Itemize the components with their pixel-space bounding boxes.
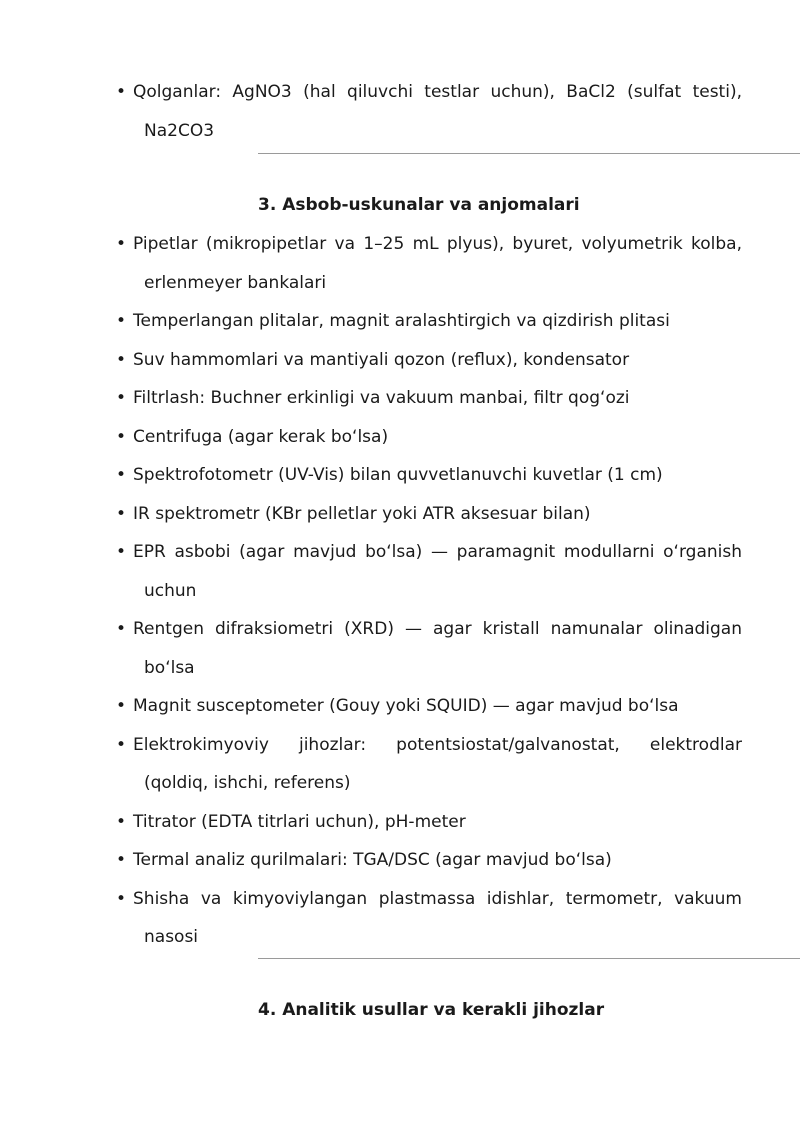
bullet: • (116, 696, 127, 716)
list-item (116, 225, 742, 302)
list-item-text: Rentgen difraksiometri (XRD) — agar kristall namunalar olinadigan (133, 619, 742, 639)
list-item-text: Titrator (EDTA titrlari uchun), pH-meter (133, 811, 466, 832)
list-item-text-continued: nasosi (144, 927, 199, 947)
list-item (116, 302, 742, 341)
list-item (116, 73, 742, 150)
list-item (116, 456, 742, 495)
list-item (116, 726, 742, 803)
list-item-text: Shisha va kimyoviylangan plastmassa idishlar, termometr, vakuum (133, 888, 742, 909)
list-item-text-continued: (qoldiq, ishchi, referens) (144, 773, 351, 793)
list-item-text: Centrifuga (agar kerak bo‘lsa) (133, 426, 389, 447)
bullet: • (116, 311, 127, 331)
list-item-text-continued: Na2CO3 (144, 120, 215, 141)
list-item-text: Filtrlash: Buchner erkinligi va vakuum manbai, filtr qog‘ozi (133, 388, 630, 408)
list-item-text-continued: bo‘lsa (144, 657, 195, 678)
list-item (116, 841, 742, 880)
bullet: • (116, 850, 127, 870)
bullet: • (116, 503, 127, 524)
section-3-heading: 3. Asbob-uskunalar va anjomalari (258, 195, 580, 215)
list-item-text: Spektrofotometr (UV-Vis) bilan quvvetlanuvchi kuvetlar (1 cm) (133, 465, 663, 485)
list-item (116, 880, 742, 957)
list-item (116, 610, 742, 687)
list-item-text: Pipetlar (mikropipetlar va 1–25 mL plyus), byuret, volyumetrik kolba, (133, 234, 742, 254)
bullet: • (116, 349, 127, 370)
bullet: • (116, 234, 127, 254)
bullet: • (116, 82, 127, 102)
list-item-text: Magnit susceptometer (Gouy yoki SQUID) — agar mavjud bo‘lsa (133, 696, 679, 716)
reagents-list (116, 73, 742, 150)
list-item (116, 341, 742, 380)
bullet: • (116, 426, 127, 447)
list-item (116, 495, 742, 534)
section-divider (258, 153, 800, 154)
bullet: • (116, 888, 127, 909)
list-item-text-continued: uchun (144, 580, 197, 601)
list-item (116, 533, 742, 610)
list-item-text: Temperlangan plitalar, magnit aralashtirgich va qizdirish plitasi (133, 311, 670, 331)
bullet: • (116, 734, 127, 755)
bullet: • (116, 811, 127, 832)
equipment-list (116, 225, 742, 957)
bullet: • (116, 388, 127, 408)
list-item-text-continued: erlenmeyer bankalari (144, 272, 327, 293)
list-item-text: Elektrokimyoviy jihozlar: potentsiostat/galvanostat, elektrodlar (133, 734, 742, 755)
list-item (116, 379, 742, 418)
bullet: • (116, 542, 127, 562)
section-4-heading: 4. Analitik usullar va kerakli jihozlar (258, 1000, 605, 1020)
list-item-text: Qolganlar: AgNO3 (hal qiluvchi testlar uchun), BaCl2 (sulfat testi), (133, 82, 742, 102)
list-item-text: Suv hammomlari va mantiyali qozon (reflux), kondensator (133, 349, 630, 370)
list-item (116, 803, 742, 842)
list-item-text: Termal analiz qurilmalari: TGA/DSC (agar mavjud bo‘lsa) (133, 850, 612, 870)
list-item-text: EPR asbobi (agar mavjud bo‘lsa) — paramagnit modullarni o‘rganish (133, 542, 742, 562)
list-item-text: IR spektrometr (KBr pelletlar yoki ATR aksesuar bilan) (133, 503, 591, 524)
bullet: • (116, 619, 127, 639)
list-item (116, 418, 742, 457)
bullet: • (116, 465, 127, 485)
section-divider (258, 958, 800, 959)
list-item (116, 687, 742, 726)
